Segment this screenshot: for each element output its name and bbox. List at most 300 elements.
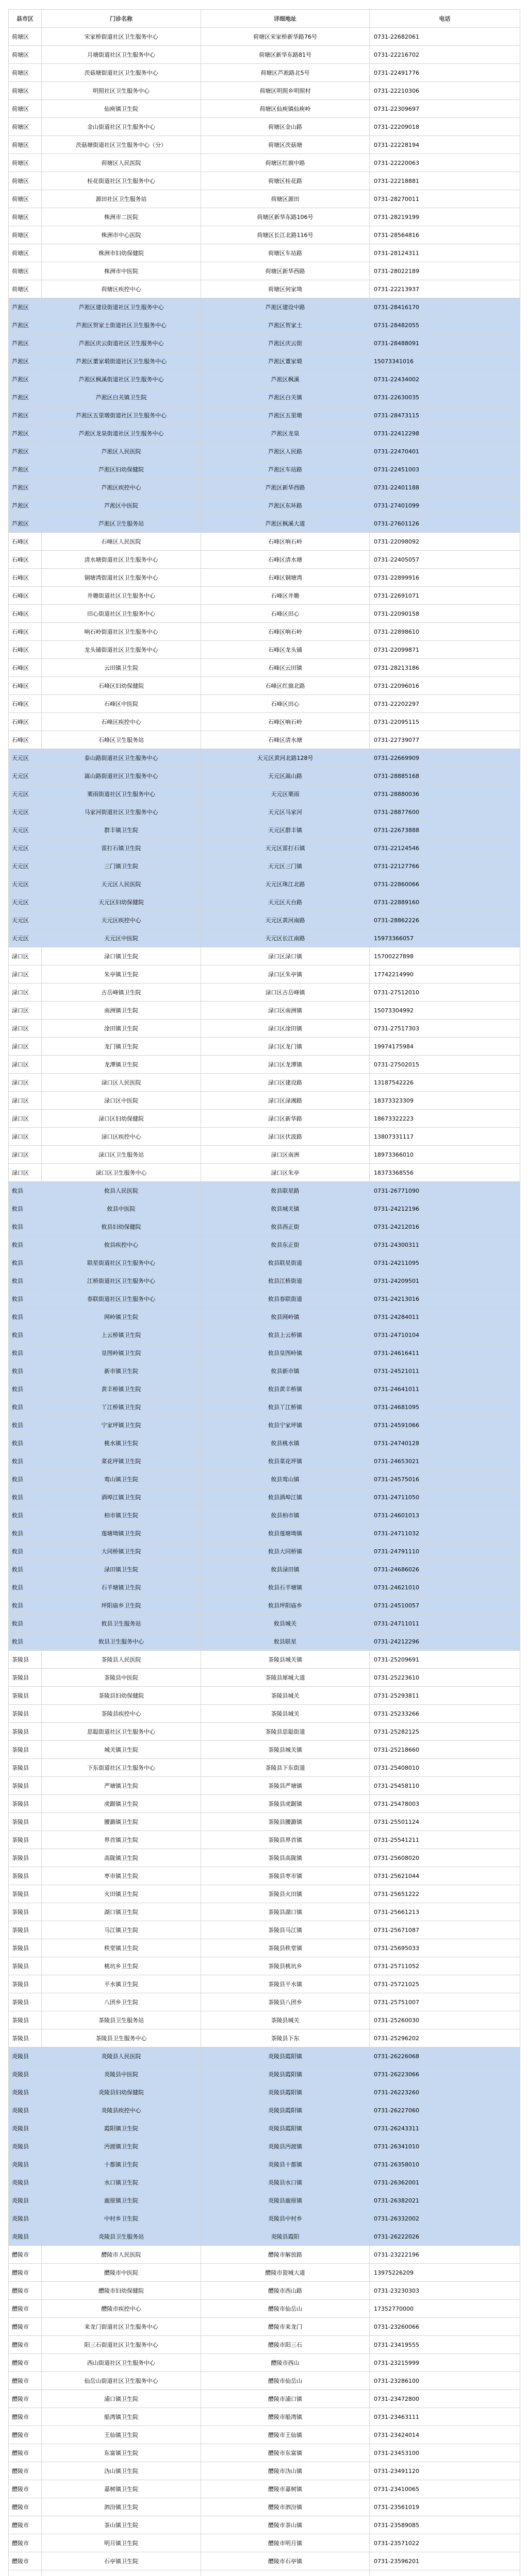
district-cell: 茶陵县 xyxy=(9,1705,42,1723)
clinic-name-cell: 马江镇卫生院 xyxy=(42,1921,201,1939)
address-cell: 芦淞区建设中路 xyxy=(201,298,370,316)
table-row xyxy=(9,569,520,587)
clinic-name-cell: 坪阳庙乡卫生院 xyxy=(42,1597,201,1615)
clinic-name-cell: 芦淞区枫溪街道社区卫生服务中心 xyxy=(42,370,201,388)
table-row xyxy=(9,1236,520,1254)
phone-cell: 0731-28488091 xyxy=(370,334,520,352)
district-cell: 攸县 xyxy=(9,1254,42,1272)
phone-cell: 0731-24621010 xyxy=(370,1579,520,1597)
table-row xyxy=(9,1200,520,1218)
address-cell: 荷塘区源田 xyxy=(201,190,370,208)
address-cell: 石峰区田心 xyxy=(201,605,370,623)
table-row xyxy=(9,1128,520,1146)
clinic-name-cell: 菜花坪镇卫生院 xyxy=(42,1452,201,1470)
address-cell: 芦淞区五里墩 xyxy=(201,406,370,425)
table-row xyxy=(9,731,520,749)
phone-cell: 0731-22099871 xyxy=(370,641,520,659)
address-cell: 石峰区响石岭 xyxy=(201,713,370,731)
district-cell: 攸县 xyxy=(9,1597,42,1615)
clinic-name-cell: 南洲镇卫生院 xyxy=(42,1002,201,1020)
clinic-name-cell: 渌口区妇幼保健院 xyxy=(42,1110,201,1128)
table-row xyxy=(9,2102,520,2120)
clinic-name-cell: 芦淞区董家塅街道社区卫生服务中心 xyxy=(42,352,201,370)
address-cell: 醴陵市船湾镇 xyxy=(201,2408,370,2426)
district-cell: 炎陵县 xyxy=(9,2228,42,2246)
table-row xyxy=(9,1957,520,1975)
district-cell: 石峰区 xyxy=(9,695,42,713)
phone-cell: 0731-27517303 xyxy=(370,1020,520,1038)
phone-cell: 0731-23424014 xyxy=(370,2426,520,2444)
clinic-name-cell: 嵩山路街道社区卫生服务中心 xyxy=(42,767,201,785)
district-cell: 炎陵县 xyxy=(9,2174,42,2192)
address-cell: 炎陵县霞阳镇 xyxy=(201,2047,370,2065)
district-cell: 攸县 xyxy=(9,1506,42,1524)
table-row xyxy=(9,1669,520,1687)
table-row xyxy=(9,370,520,388)
district-cell: 渌口区 xyxy=(9,1128,42,1146)
phone-cell: 0731-25661213 xyxy=(370,1903,520,1921)
district-cell: 醴陵市 xyxy=(9,2336,42,2354)
phone-cell: 0731-25608020 xyxy=(370,1849,520,1867)
district-cell: 攸县 xyxy=(9,1308,42,1326)
clinic-name-cell: 桃坑乡卫生院 xyxy=(42,1957,201,1975)
district-cell: 醴陵市 xyxy=(9,2372,42,2390)
table-row xyxy=(9,1723,520,1741)
table-row xyxy=(9,226,520,244)
address-cell: 攸县酒埠江镇 xyxy=(201,1488,370,1506)
address-cell: 炎陵县霞阳镇 xyxy=(201,2083,370,2102)
address-cell: 攸县大同桥镇 xyxy=(201,1543,370,1561)
table-row xyxy=(9,1182,520,1200)
district-cell: 茶陵县 xyxy=(9,1759,42,1777)
district-cell: 醴陵市 xyxy=(9,2444,42,2462)
clinic-name-cell: 芦淞区庆云街道社区卫生服务中心 xyxy=(42,334,201,352)
phone-cell: 17352770000 xyxy=(370,2300,520,2318)
phone-cell: 0731-25458110 xyxy=(370,1777,520,1795)
phone-cell: 0731-22213937 xyxy=(370,280,520,298)
district-cell: 渌口区 xyxy=(9,1092,42,1110)
clinic-name-cell: 湖口镇卫生院 xyxy=(42,1903,201,1921)
phone-cell: 0731-27502015 xyxy=(370,1056,520,1074)
table-row xyxy=(9,1615,520,1633)
clinic-name-cell: 荷塘区疾控中心 xyxy=(42,280,201,298)
phone-cell: 0731-26332002 xyxy=(370,2210,520,2228)
district-cell: 茶陵县 xyxy=(9,2029,42,2047)
address-cell: 渌口区朱亭 xyxy=(201,1164,370,1182)
clinic-name-cell: 茶陵县卫生服务中心 xyxy=(42,2029,201,2047)
phone-cell: 0731-24711050 xyxy=(370,1488,520,1506)
district-cell: 石峰区 xyxy=(9,731,42,749)
district-cell: 茶陵县 xyxy=(9,1813,42,1831)
clinic-name-cell: 田心街道社区卫生服务中心 xyxy=(42,605,201,623)
phone-cell: 0731-24740128 xyxy=(370,1434,520,1452)
address-cell: 攸县宁家坪镇 xyxy=(201,1416,370,1434)
clinic-name-cell: 金山街道社区卫生服务中心 xyxy=(42,118,201,136)
clinic-name-cell: 株洲市二医院 xyxy=(42,208,201,226)
phone-cell: 18373368556 xyxy=(370,1164,520,1182)
district-cell: 醴陵市 xyxy=(9,2390,42,2408)
header-district: 县市区 xyxy=(9,10,42,28)
address-cell: 天元区栗雨 xyxy=(201,785,370,803)
address-cell: 炎陵县十都镇 xyxy=(201,2156,370,2174)
address-cell: 醴陵市解放路 xyxy=(201,2246,370,2264)
phone-cell: 0731-25218660 xyxy=(370,1741,520,1759)
district-cell: 炎陵县 xyxy=(9,2102,42,2120)
address-cell: 醴陵市阳三石 xyxy=(201,2336,370,2354)
clinic-name-cell: 酒埠江镇卫生院 xyxy=(42,1488,201,1506)
phone-cell: 0731-23215999 xyxy=(370,2354,520,2372)
table-row xyxy=(9,677,520,695)
clinic-name-cell: 沔渡镇卫生院 xyxy=(42,2138,201,2156)
clinic-name-cell: 源田社区卫生服务站 xyxy=(42,190,201,208)
district-cell: 渌口区 xyxy=(9,1020,42,1038)
phone-cell: 0731-23260066 xyxy=(370,2318,520,2336)
district-cell: 攸县 xyxy=(9,1470,42,1488)
clinic-name-cell: 渌田镇卫生院 xyxy=(42,1561,201,1579)
address-cell: 醴陵市茶山镇 xyxy=(201,2516,370,2534)
clinic-name-cell: 江桥街道社区卫生服务中心 xyxy=(42,1272,201,1290)
table-row xyxy=(9,641,520,659)
phone-cell: 0731-22309697 xyxy=(370,100,520,118)
clinic-name-cell: 石峰区妇幼保健院 xyxy=(42,677,201,695)
clinic-name-cell: 沩山镇卫生院 xyxy=(42,2462,201,2480)
phone-cell: 0731-25223610 xyxy=(370,1669,520,1687)
address-cell: 荷塘区何家坳 xyxy=(201,280,370,298)
clinic-name-cell: 平水镇卫生院 xyxy=(42,1975,201,1993)
table-row xyxy=(9,1651,520,1669)
phone-cell: 15973366057 xyxy=(370,929,520,947)
district-cell: 攸县 xyxy=(9,1543,42,1561)
address-cell: 炎陵县霞阳镇 xyxy=(201,2120,370,2138)
table-row xyxy=(9,1380,520,1398)
table-row xyxy=(9,406,520,425)
clinic-name-cell: 莲塘坳镇卫生院 xyxy=(42,1524,201,1543)
clinic-name-cell: 芦淞区建设街道社区卫生服务中心 xyxy=(42,298,201,316)
table-row xyxy=(9,316,520,334)
clinic-name-cell: 攸县疾控中心 xyxy=(42,1236,201,1254)
table-row xyxy=(9,1633,520,1651)
address-cell: 荷塘区茨菇塘 xyxy=(201,136,370,154)
table-row xyxy=(9,118,520,136)
address-cell: 醴陵市明月镇 xyxy=(201,2534,370,2552)
address-cell: 醴陵市西山 xyxy=(201,2354,370,2372)
table-row xyxy=(9,461,520,479)
district-cell: 攸县 xyxy=(9,1633,42,1651)
district-cell: 攸县 xyxy=(9,1398,42,1416)
address-cell: 渌口区建设路 xyxy=(201,1074,370,1092)
address-cell: 茶陵县城关镇 xyxy=(201,1651,370,1669)
phone-cell: 0731-24209501 xyxy=(370,1272,520,1290)
address-cell: 茶陵县火田镇 xyxy=(201,1885,370,1903)
table-row xyxy=(9,2480,520,2498)
address-cell: 天元区天台路 xyxy=(201,893,370,911)
table-row xyxy=(9,2011,520,2029)
address-cell: 渌口区古岳峰镇 xyxy=(201,984,370,1002)
address-cell: 攸县联星路 xyxy=(201,1182,370,1200)
header-clinic-name: 门诊名称 xyxy=(42,10,201,28)
table-row xyxy=(9,2444,520,2462)
phone-cell: 0731-25671087 xyxy=(370,1921,520,1939)
address-cell: 茶陵县思聪街道 xyxy=(201,1723,370,1741)
table-row xyxy=(9,551,520,569)
phone-cell: 0731-26222026 xyxy=(370,2228,520,2246)
phone-cell: 0731-25621044 xyxy=(370,1867,520,1885)
district-cell: 茶陵县 xyxy=(9,1777,42,1795)
phone-cell: 0731-25751007 xyxy=(370,1993,520,2011)
address-cell: 茶陵县马江镇 xyxy=(201,1921,370,1939)
clinic-name-cell: 上云桥镇卫生院 xyxy=(42,1326,201,1344)
phone-cell: 0731-22412298 xyxy=(370,425,520,443)
table-row xyxy=(9,1362,520,1380)
address-cell: 芦淞区东环路 xyxy=(201,497,370,515)
phone-cell: 0731-24616411 xyxy=(370,1344,520,1362)
phone-cell: 0731-23491120 xyxy=(370,2462,520,2480)
district-cell: 茶陵县 xyxy=(9,1885,42,1903)
phone-cell: 0731-22401188 xyxy=(370,479,520,497)
address-cell: 茶陵县城关 xyxy=(201,2011,370,2029)
clinic-name-cell: 宋家桥街道社区卫生服务中心 xyxy=(42,28,201,46)
phone-cell: 0731-26223066 xyxy=(370,2065,520,2083)
clinic-name-cell: 茶陵县妇幼保健院 xyxy=(42,1687,201,1705)
clinic-table xyxy=(8,9,520,2576)
address-cell: 渌口区朱亭镇 xyxy=(201,965,370,984)
table-row xyxy=(9,1579,520,1597)
phone-cell: 0731-23596201 xyxy=(370,2552,520,2570)
phone-cell: 0731-22691071 xyxy=(370,587,520,605)
address-cell: 石峰区井墈 xyxy=(201,587,370,605)
address-cell: 攸县渌田镇 xyxy=(201,1561,370,1579)
phone-cell: 13187542226 xyxy=(370,1074,520,1092)
phone-cell: 18973366010 xyxy=(370,1146,520,1164)
table-row xyxy=(9,2029,520,2047)
address-cell: 渌口区南洲 xyxy=(201,1146,370,1164)
address-cell: 天元区黄河南路 xyxy=(201,911,370,929)
address-cell: 茶陵县城关 xyxy=(201,1687,370,1705)
clinic-name-cell: 天元区中医院 xyxy=(42,929,201,947)
district-cell: 荷塘区 xyxy=(9,262,42,280)
address-cell: 攸县坪阳庙乡 xyxy=(201,1597,370,1615)
address-cell: 渌口区淦田镇 xyxy=(201,1020,370,1038)
table-row xyxy=(9,2570,520,2576)
table-row xyxy=(9,1002,520,1020)
clinic-name-cell: 雷打石镇卫生院 xyxy=(42,839,201,857)
clinic-name-cell: 明月镇卫生院 xyxy=(42,2534,201,2552)
clinic-name-cell: 天元区疾控中心 xyxy=(42,911,201,929)
clinic-name-cell: 丫江桥镇卫生院 xyxy=(42,1398,201,1416)
clinic-name-cell: 朱亭镇卫生院 xyxy=(42,965,201,984)
address-cell: 石峰区红旗北路 xyxy=(201,677,370,695)
clinic-name-cell: 清水塘街道社区卫生服务中心 xyxy=(42,551,201,569)
table-row xyxy=(9,1290,520,1308)
phone-cell: 0731-28213186 xyxy=(370,659,520,677)
phone-cell: 18373323309 xyxy=(370,1092,520,1110)
address-cell: 渌口区新华路 xyxy=(201,1110,370,1128)
address-cell: 茶陵县下东街道 xyxy=(201,1759,370,1777)
district-cell: 醴陵市 xyxy=(9,2318,42,2336)
district-cell: 炎陵县 xyxy=(9,2083,42,2102)
phone-cell: 0731-24213016 xyxy=(370,1290,520,1308)
phone-cell: 0731-24591066 xyxy=(370,1416,520,1434)
district-cell: 茶陵县 xyxy=(9,1849,42,1867)
clinic-name-cell: 天元区人民医院 xyxy=(42,875,201,893)
district-cell: 攸县 xyxy=(9,1488,42,1506)
clinic-name-cell: 芦淞区妇幼保健院 xyxy=(42,461,201,479)
phone-cell: 0731-24711032 xyxy=(370,1524,520,1543)
phone-cell: 0731-22127766 xyxy=(370,857,520,875)
district-cell: 石峰区 xyxy=(9,533,42,551)
address-cell: 茶陵县严塘镇 xyxy=(201,1777,370,1795)
table-row xyxy=(9,1524,520,1543)
phone-cell: 0731-24710104 xyxy=(370,1326,520,1344)
phone-cell: 0731-27601126 xyxy=(370,515,520,533)
district-cell: 天元区 xyxy=(9,929,42,947)
district-cell: 芦淞区 xyxy=(9,316,42,334)
address-cell: 攸县江桥街道 xyxy=(201,1272,370,1290)
phone-cell: 0731-22739077 xyxy=(370,731,520,749)
phone-cell: 0731-22210306 xyxy=(370,82,520,100)
address-cell: 醴陵市仙岳山 xyxy=(201,2300,370,2318)
address-cell: 石峰区清水塘 xyxy=(201,731,370,749)
clinic-name-cell: 鹿原镇卫生院 xyxy=(42,2192,201,2210)
table-row xyxy=(9,857,520,875)
district-cell: 芦淞区 xyxy=(9,388,42,406)
address-cell: 荷塘区金山路 xyxy=(201,118,370,136)
table-row xyxy=(9,2120,520,2138)
district-cell: 茶陵县 xyxy=(9,1939,42,1957)
district-cell: 芦淞区 xyxy=(9,352,42,370)
clinic-name-cell: 渌口区中医院 xyxy=(42,1092,201,1110)
clinic-name-cell: 中村乡卫生院 xyxy=(42,2210,201,2228)
clinic-name-cell: 仙庾镇卫生院 xyxy=(42,100,201,118)
phone-cell: 0731-24212296 xyxy=(370,1633,520,1651)
clinic-name-cell: 云田镇卫生院 xyxy=(42,659,201,677)
clinic-name-cell: 荷塘区人民医院 xyxy=(42,154,201,172)
header-address: 详细地址 xyxy=(201,10,370,28)
phone-cell: 0731-25233266 xyxy=(370,1705,520,1723)
phone-cell: 0731-28473115 xyxy=(370,406,520,425)
clinic-name-cell: 石峰区中医院 xyxy=(42,695,201,713)
phone-cell: 0731-23472800 xyxy=(370,2390,520,2408)
district-cell: 醴陵市 xyxy=(9,2534,42,2552)
clinic-name-cell: 腰潞镇卫生院 xyxy=(42,1813,201,1831)
phone-cell: 0731-24686026 xyxy=(370,1561,520,1579)
address-cell: 攸县联星 xyxy=(201,1633,370,1651)
table-row xyxy=(9,659,520,677)
district-cell: 炎陵县 xyxy=(9,2156,42,2174)
address-cell: 攸县桃水镇 xyxy=(201,1434,370,1452)
table-row xyxy=(9,1398,520,1416)
clinic-name-cell: 东富镇卫生院 xyxy=(42,2444,201,2462)
clinic-name-cell: 炎陵县中医院 xyxy=(42,2065,201,2083)
district-cell: 攸县 xyxy=(9,1434,42,1452)
table-row xyxy=(9,2192,520,2210)
district-cell: 渌口区 xyxy=(9,1002,42,1020)
district-cell: 天元区 xyxy=(9,785,42,803)
district-cell: 炎陵县 xyxy=(9,2192,42,2210)
phone-cell: 0731-25293811 xyxy=(370,1687,520,1705)
district-cell: 渌口区 xyxy=(9,947,42,965)
district-cell: 茶陵县 xyxy=(9,1867,42,1885)
district-cell: 茶陵县 xyxy=(9,1741,42,1759)
table-row xyxy=(9,28,520,46)
district-cell: 攸县 xyxy=(9,1561,42,1579)
phone-cell: 0731-24681095 xyxy=(370,1398,520,1416)
phone-cell: 0731-22228194 xyxy=(370,136,520,154)
table-row xyxy=(9,280,520,298)
table-row xyxy=(9,479,520,497)
table-row xyxy=(9,533,520,551)
phone-cell: 0731-24791110 xyxy=(370,1543,520,1561)
phone-cell: 0731-28416170 xyxy=(370,298,520,316)
phone-cell: 0731-25711052 xyxy=(370,1957,520,1975)
district-cell: 茶陵县 xyxy=(9,1975,42,1993)
table-row xyxy=(9,425,520,443)
district-cell: 炎陵县 xyxy=(9,2047,42,2065)
district-cell: 茶陵县 xyxy=(9,1903,42,1921)
table-row xyxy=(9,2462,520,2480)
clinic-name-cell: 古岳峰镇卫生院 xyxy=(42,984,201,1002)
phone-cell: 0731-25651222 xyxy=(370,1885,520,1903)
clinic-name-cell: 高陇镇卫生院 xyxy=(42,1849,201,1867)
table-row xyxy=(9,1921,520,1939)
district-cell: 攸县 xyxy=(9,1452,42,1470)
table-row xyxy=(9,208,520,226)
clinic-name-cell: 株洲市中心医院 xyxy=(42,226,201,244)
address-cell: 醴陵市来龙门 xyxy=(201,2318,370,2336)
phone-cell: 0731-24211095 xyxy=(370,1254,520,1272)
table-row xyxy=(9,1218,520,1236)
district-cell: 芦淞区 xyxy=(9,497,42,515)
clinic-name-cell: 株洲市妇幼保健院 xyxy=(42,244,201,262)
district-cell: 芦淞区 xyxy=(9,515,42,533)
table-row xyxy=(9,1452,520,1470)
phone-cell: 17742214990 xyxy=(370,965,520,984)
phone-cell: 0731-22673888 xyxy=(370,821,520,839)
district-cell: 芦淞区 xyxy=(9,443,42,461)
clinic-name-cell: 八团乡卫生院 xyxy=(42,1993,201,2011)
table-row xyxy=(9,443,520,461)
district-cell: 醴陵市 xyxy=(9,2480,42,2498)
phone-cell: 0731-22470401 xyxy=(370,443,520,461)
clinic-name-cell: 仙岳山街道社区卫生服务中心 xyxy=(42,2372,201,2390)
district-cell: 天元区 xyxy=(9,767,42,785)
phone-cell: 15700227898 xyxy=(370,947,520,965)
address-cell: 攸县城关 xyxy=(201,1615,370,1633)
clinic-name-cell: 鸾山镇卫生院 xyxy=(42,1470,201,1488)
district-cell: 醴陵市 xyxy=(9,2300,42,2318)
table-row xyxy=(9,965,520,984)
clinic-name-cell: 醴陵市疾控中心 xyxy=(42,2300,201,2318)
table-row xyxy=(9,154,520,172)
district-cell: 炎陵县 xyxy=(9,2065,42,2083)
table-row xyxy=(9,1867,520,1885)
table-row xyxy=(9,623,520,641)
table-row xyxy=(9,803,520,821)
phone-cell: 0731-24601013 xyxy=(370,1506,520,1524)
table-row xyxy=(9,136,520,154)
address-cell: 攸县莲塘坳镇 xyxy=(201,1524,370,1543)
table-row xyxy=(9,2354,520,2372)
clinic-name-cell: 柏市镇卫生院 xyxy=(42,1506,201,1524)
district-cell: 荷塘区 xyxy=(9,280,42,298)
address-cell: 醴陵市石亭镇 xyxy=(201,2552,370,2570)
district-cell: 炎陵县 xyxy=(9,2138,42,2156)
table-row xyxy=(9,172,520,190)
phone-cell: 19974175984 xyxy=(370,1038,520,1056)
phone-cell: 0731-25282125 xyxy=(370,1723,520,1741)
phone-cell: 0731-25501124 xyxy=(370,1813,520,1831)
clinic-name-cell: 芦淞区疾控中心 xyxy=(42,479,201,497)
